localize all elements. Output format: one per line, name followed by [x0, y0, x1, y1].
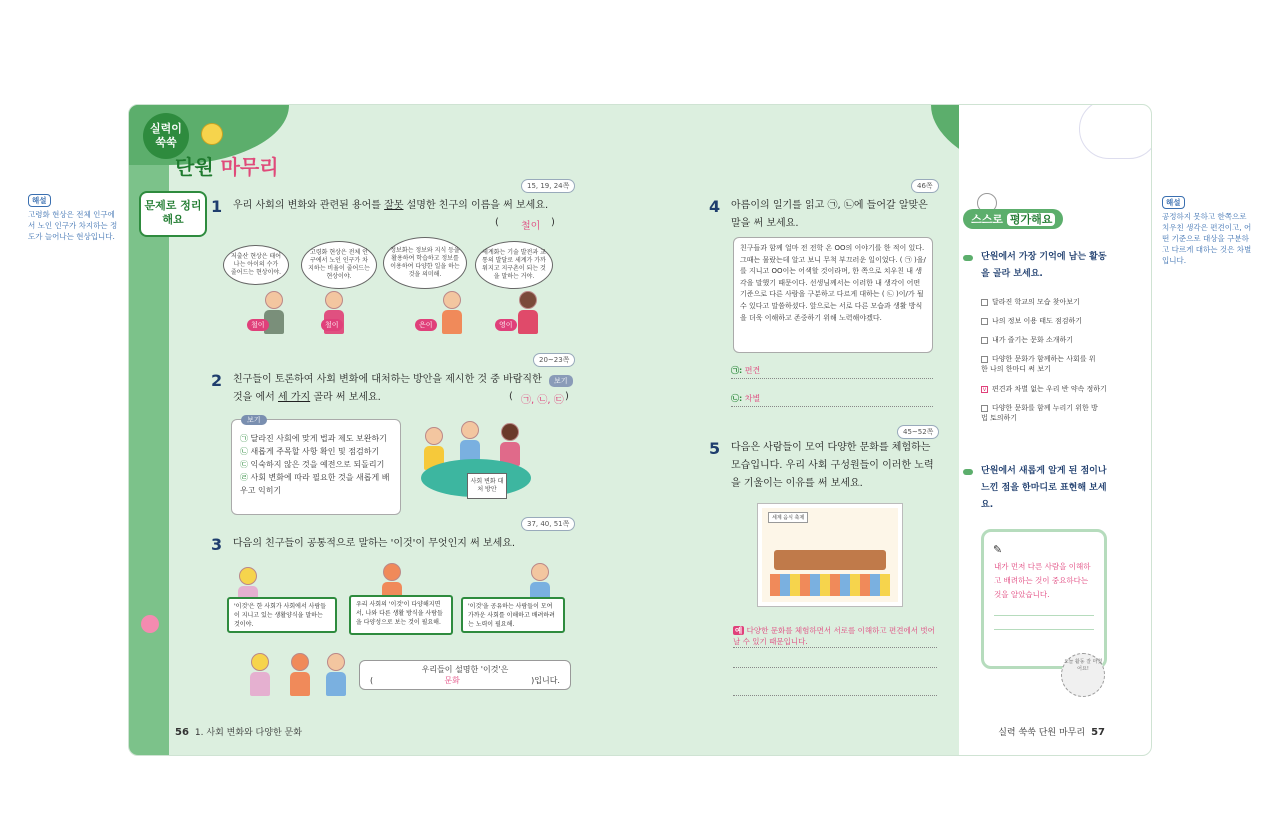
checklist-label: 내가 즐기는 문화 소개하기 [992, 336, 1074, 344]
self-eval-title [963, 209, 1063, 229]
q5-photo [757, 503, 903, 607]
textbook-spread [128, 104, 1152, 756]
q1-kid-3 [441, 291, 463, 335]
q1-name-2: 철이 [321, 319, 343, 331]
q1-name-1: 철이 [247, 319, 269, 331]
q5-photo-caption: 세계 음식 축제 [768, 512, 808, 523]
checklist-item[interactable] [981, 384, 1107, 394]
right-explanation-note [1162, 196, 1254, 266]
q1-answer: 철이 [521, 221, 541, 232]
memo-text: 내가 먼저 다른 사람을 이해하고 배려하는 것이 중요하다는 것을 알았습니다. [994, 562, 1091, 599]
q3-kid-5 [289, 653, 311, 697]
self-q2-bullet [963, 469, 973, 475]
q4-page-ref: 46쪽 [911, 179, 939, 193]
q2-number: 2 [211, 371, 223, 390]
checklist-label: 다양한 문화가 함께하는 사회를 위한 나의 한마디 써 보기 [981, 355, 1096, 373]
q1-text-b: 설명한 친구의 이름을 써 보세요. [403, 200, 549, 211]
left-footer-text: 1. 사회 변화와 다양한 문화 [194, 728, 302, 738]
q5-page-ref: 45~52쪽 [897, 425, 939, 439]
q1-text [233, 197, 573, 215]
self-q2: 단원에서 새롭게 알게 된 점이나 느낀 점을 한마디로 표현해 보세요. [981, 466, 1107, 510]
checkbox[interactable] [981, 405, 988, 412]
q2-choice-mark: ㉢ [240, 460, 248, 469]
q3-summary-box [359, 660, 571, 690]
checkbox[interactable] [981, 299, 988, 306]
cloud-decor-icon [1079, 104, 1152, 159]
q2-choice-text: 달라진 사회에 맞게 법과 제도 보완하기 [250, 434, 387, 443]
q3-page-ref: 37, 40, 51쪽 [521, 517, 575, 531]
q3-card-3: '이것'을 공유하는 사람들이 모여 가까운 사회를 이해하고 배려하려는 노력이 필요해. [461, 597, 565, 633]
self-eval-title-b: 평가해요 [1007, 213, 1056, 226]
q2-text [233, 371, 553, 407]
left-page-number: 56 [175, 727, 189, 738]
q1-name-3: 은이 [415, 319, 437, 331]
checkbox[interactable] [981, 318, 988, 325]
left-note-heading: 해설 [28, 194, 51, 207]
left-explanation-note [28, 194, 120, 242]
q5-answer-line-3 [733, 695, 937, 696]
q2-answer: ㉠, ㉡, ㉢ [521, 395, 564, 406]
q1-text-underline: 잘못 [384, 200, 404, 211]
q2-text-b: 에서 [255, 392, 278, 403]
q4-answer-1-line [731, 365, 933, 379]
q4-number: 4 [709, 197, 721, 216]
q1-bubble-3: 정보화는 정보와 지식 등을 활용하여 학습하고 정보를 이용하여 다양한 일을 하는 것을 의미해. [383, 237, 467, 289]
right-page-number: 57 [1091, 727, 1105, 738]
pencil-icon: ✎ [993, 543, 1003, 556]
q2-choice [240, 471, 392, 497]
q2-text-underline: 세 가지 [278, 392, 311, 403]
q1-kid-4 [517, 291, 539, 335]
q2-paren-left: ( [509, 391, 513, 402]
q3-number: 3 [211, 535, 223, 554]
q2-bogi-label: 보기 [241, 415, 267, 425]
flower-icon [141, 615, 159, 633]
right-note-text: 공정하지 못하고 한쪽으로 치우친 생각은 편견이고, 어떤 기준으로 대상을 구분하고 다르게 대하는 것은 차별입니다. [1162, 212, 1252, 265]
unit-title-a: 단원 [175, 155, 214, 179]
q4-answer-2-label: ㉡: [731, 394, 743, 403]
checklist-item[interactable] [981, 335, 1073, 345]
q2-paren-right: ) [565, 391, 569, 402]
right-note-heading: 해설 [1162, 196, 1185, 209]
q5-answer-label: 예 [735, 626, 743, 635]
q3-card-2: 우리 사회의 '이것'이 다양해지면서, 나와 다른 생활 방식을 사람들을 다양성으로 보는 것이 필요해. [349, 595, 453, 635]
q3-summary-answer-line [360, 675, 570, 686]
q2-choice-text: 새롭게 주목할 사항 확인 및 점검하기 [250, 447, 380, 456]
checkbox[interactable] [981, 337, 988, 344]
q2-choice-mark: ㉣ [240, 473, 248, 482]
checklist-item[interactable] [981, 403, 1099, 423]
q5-text: 다음은 사람들이 모여 다양한 문화를 체험하는 모습입니다. 우리 사회 구성원들이 이러한 노력을 기울이는 이유를 써 보세요. [731, 442, 934, 489]
q1-bubble-2: 고령화 현상은 전체 인구에서 노인 인구가 차지하는 비율이 줄어드는 현상이야. [301, 241, 377, 289]
section-badge: 실력이 쑥쑥 [143, 113, 189, 159]
q2-choice-mark: ㉡ [240, 447, 248, 456]
q5-photo-scene [762, 508, 898, 602]
q2-paper: 사회 변화 대처 방안 [467, 473, 507, 499]
q4-answer-1-label: ㉠: [731, 366, 743, 375]
q5-answer-line-2 [733, 667, 937, 668]
q2-text-a: 친구들이 토론하여 사회 변화에 대처하는 방안을 제시한 것 중 바람직한 것을 [233, 374, 542, 403]
footer-right [998, 725, 1105, 738]
q1-page-ref: 15, 19, 24쪽 [521, 179, 575, 193]
q3-answer: 문화 [444, 676, 460, 685]
unit-title-b: 마무리 [220, 155, 279, 179]
checklist-item[interactable] [981, 316, 1082, 326]
q4-answer-1: 편견 [744, 366, 761, 375]
q2-text-c: 골라 써 보세요. [310, 392, 381, 403]
q1-paren-right: ) [551, 217, 555, 228]
q3-kid-4 [249, 653, 271, 697]
q3-summary-text: 우리들이 설명한 '이것'은 [421, 665, 509, 674]
checkbox-checked[interactable]: v [982, 385, 987, 393]
right-footer-text: 실력 쑥쑥 단원 마무리 [998, 728, 1086, 738]
q3-card-1: '이것'은 한 사회가 사회에서 사람들이 지니고 있는 생활양식을 말하는 것이야. [227, 597, 337, 633]
completion-stamp: 오늘 활동 잘 마쳤어요! [1061, 653, 1105, 697]
q3-text: 다음의 친구들이 공통적으로 말하는 '이것'이 무엇인지 써 보세요. [233, 538, 516, 549]
checklist-label: 다양한 문화를 함께 누리기 위한 방법 토의하기 [981, 404, 1098, 422]
checklist-label: 달라진 학교의 모습 찾아보기 [992, 298, 1080, 306]
chick-mascot-icon [201, 123, 223, 145]
q2-choice [240, 432, 392, 445]
q2-choices-box [231, 419, 401, 515]
memo-line [994, 602, 1094, 616]
q2-choice-text: 사회 변화에 따라 필요한 것을 새롭게 배우고 익히기 [240, 473, 390, 495]
q1-name-4: 영이 [495, 319, 517, 331]
checklist-label: 나의 정보 이용 태도 점검하기 [992, 317, 1083, 325]
checklist-item[interactable] [981, 354, 1099, 374]
q2-bogi-chip: 보기 [549, 375, 573, 387]
q2-choice [240, 445, 392, 458]
q1-number: 1 [211, 197, 223, 216]
memo-line [994, 616, 1094, 630]
self-eval-title-a: 스스로 [971, 213, 1003, 226]
page-title [175, 151, 279, 180]
q4-answer-2: 차별 [744, 394, 761, 403]
q5-photo-people [770, 574, 890, 596]
q2-page-ref: 20~23쪽 [533, 353, 575, 367]
q2-choice [240, 458, 392, 471]
left-note-text: 고령화 현상은 전체 인구에서 노인 인구가 차지하는 정도가 늘어나는 현상입니다. [28, 210, 118, 241]
q1-bubble-1: 저출산 현상은 태어나는 아이의 수가 줄어드는 현상이야. [223, 245, 289, 285]
q1-bubble-4: 세계화는 기술 발전과 교통의 발달로 세계가 가까워지고 지구촌이 되는 것을 말하는 거야. [475, 241, 553, 289]
q4-diary-box: 친구들과 함께 얼마 전 전학 온 OO의 이야기를 한 적이 있다. 그때는 물랐는데 알고 보니 무척 부끄러운 일이었다. ( ㉠ )을/를 지니고 OO이는 어색할 것이라며, 한 쪽으로 치우친 내 생각을 말했기 때문이다. 선생님께서는 이러한 내 생각이 어떤 기준으로 다른 사람을 구분하고 다르게 대하는 ( ㉡ )이/가 될 수 있다고 말씀하셨다. 앞으로는 서로 다른 모습과 생활 방식을 더욱 이해하고 존중하기 위해 노력해야겠다. [733, 237, 933, 353]
q5-photo-table [774, 550, 886, 570]
checklist-item[interactable] [981, 297, 1080, 307]
q1-paren-left: ( [495, 217, 499, 228]
review-tag: 문제로 정리해요 [139, 191, 207, 237]
q2-discussion-illustration [415, 427, 539, 513]
q2-choice-text: 익숙하지 않은 것을 예전으로 되돌리기 [250, 460, 385, 469]
self-q1: 단원에서 가장 기억에 남는 활동을 골라 보세요. [981, 252, 1107, 279]
q5-answer [733, 625, 937, 648]
q5-answer-text: 다양한 문화를 체험하면서 서로를 이해하고 편견에서 벗어날 수 있기 때문입니다. [733, 626, 935, 646]
q4-answer-2-line [731, 393, 933, 407]
q5-number: 5 [709, 439, 721, 458]
checkbox[interactable] [981, 356, 988, 363]
q3-paren-right: )입니다. [531, 676, 560, 685]
footer-left [175, 725, 302, 738]
q2-choice-mark: ㉠ [240, 434, 248, 443]
self-q1-bullet [963, 255, 973, 261]
checklist-label: 편견과 차별 없는 우리 반 약속 정하기 [992, 385, 1107, 393]
q1-text-a: 우리 사회의 변화와 관련된 용어를 [233, 200, 385, 211]
q4-text: 아름이의 일기를 읽고 ㉠, ㉡에 들어갈 알맞은 말을 써 보세요. [731, 200, 928, 229]
q3-paren-left: ( [370, 676, 374, 685]
q3-kid-6 [325, 653, 347, 697]
